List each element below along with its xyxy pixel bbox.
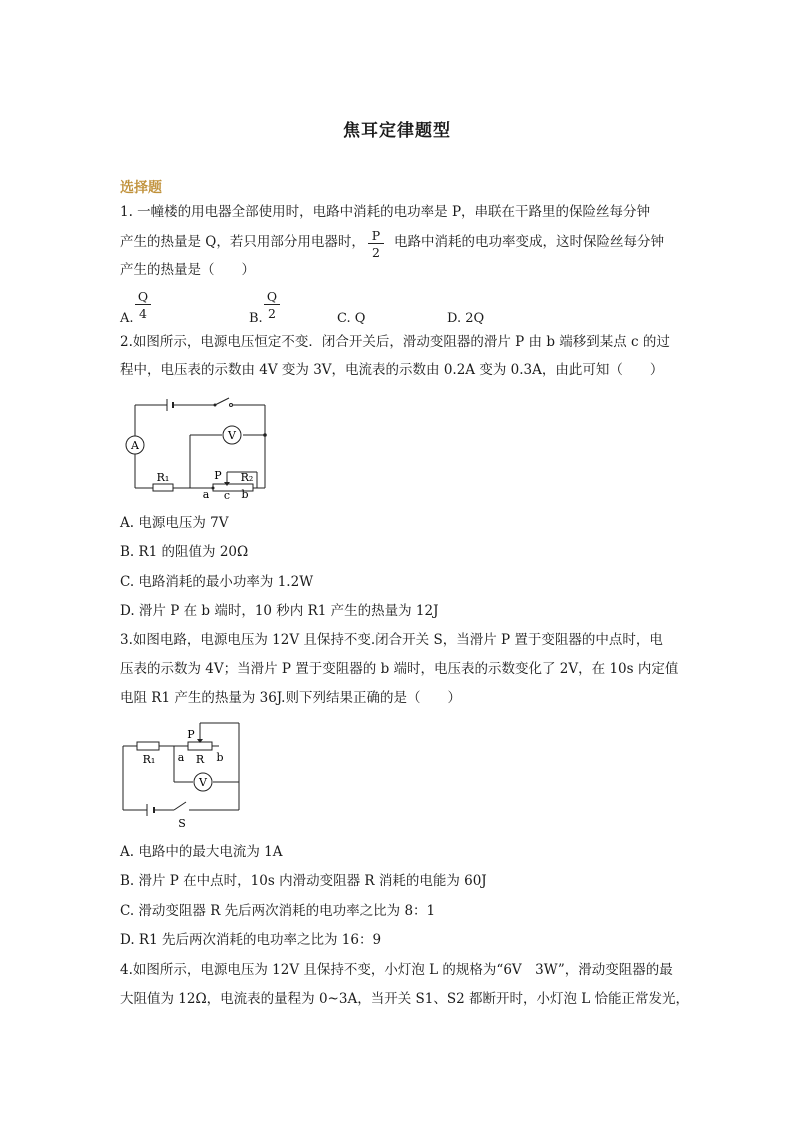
q2-line-2: 程中，电压表的示数由 4V 变为 3V，电流表的示数由 0.2A 变为 0.3A，由此可知（ ） <box>120 362 664 378</box>
voltmeter-label: V <box>199 776 207 789</box>
fraction-bar <box>264 304 280 305</box>
fraction-numerator: Q <box>266 289 278 304</box>
switch-s-label: S <box>178 817 186 830</box>
q3-option-d: D. R1 先后两次消耗的电功率之比为 16：9 <box>120 932 382 948</box>
terminal-a-dot <box>212 487 215 490</box>
rheostat-r-label: R <box>195 753 205 766</box>
q3-option-c: C. 滑动变阻器 R 先后两次消耗的电功率之比为 8：1 <box>120 903 436 919</box>
junction-dot <box>263 433 267 437</box>
q1-line-2b: 电路中消耗的电功率变成，这时保险丝每分钟 <box>394 234 664 250</box>
r1-label: R₁ <box>156 471 170 484</box>
terminal-c-label: c <box>223 489 231 502</box>
q2-option-b: B. R1 的阻值为 20Ω <box>120 544 249 560</box>
page-title: 焦耳定律题型 <box>343 121 451 141</box>
fraction-denominator: 2 <box>268 306 276 321</box>
q1-fraction-p-over-2 <box>368 228 384 260</box>
fraction-denominator: 4 <box>139 306 147 321</box>
q1-option-b-fraction <box>264 289 280 321</box>
q2-circuit-diagram <box>115 392 285 502</box>
switch-pivot <box>214 404 217 407</box>
q3-option-a: A. 电路中的最大电流为 1A <box>120 844 283 860</box>
voltmeter-label: V <box>228 429 236 442</box>
q1-option-b-label: B. <box>249 311 263 326</box>
terminal-a-label: a <box>177 751 185 764</box>
fraction-numerator: P <box>371 228 381 243</box>
section-heading: 选择题 <box>120 180 162 196</box>
q3-circuit-diagram <box>115 720 250 832</box>
q1-line-1: 1. 一幢楼的用电器全部使用时，电路中消耗的电功率是 P，串联在干路里的保险丝每分钟 <box>120 204 651 220</box>
q3-line-3: 电阻 R1 产生的热量为 36J.则下列结果正确的是（ ） <box>120 690 461 706</box>
q1-line-2a: 产生的热量是 Q，若只用部分用电器时， <box>120 234 365 250</box>
q2-option-a: A. 电源电压为 7V <box>120 515 229 531</box>
terminal-b-label: b <box>241 488 249 501</box>
q3-line-1: 3.如图电路，电源电压为 12V 且保持不变.闭合开关 S，当滑片 P 置于变阻器的中点时，电 <box>120 632 663 648</box>
q2-option-d: D. 滑片 P 在 b 端时，10 秒内 R1 产生的热量为 12J <box>120 603 439 619</box>
fraction-bar <box>135 304 151 305</box>
q1-option-d: D. 2Q <box>447 311 485 326</box>
r1-label: R₁ <box>142 753 156 766</box>
switch-contact <box>230 404 233 407</box>
slider-p-label: P <box>214 469 222 482</box>
fraction-numerator: Q <box>137 289 149 304</box>
slider-p-label: P <box>187 728 195 741</box>
terminal-b-label: b <box>216 751 224 764</box>
q1-option-a-fraction <box>135 289 151 321</box>
q2-option-c: C. 电路消耗的最小功率为 1.2W <box>120 574 314 590</box>
q1-line-3: 产生的热量是（ ） <box>120 262 255 278</box>
q2-line-1: 2.如图所示，电源电压恒定不变．闭合开关后，滑动变阻器的滑片 P 由 b 端移到某点 c 的过 <box>120 334 670 350</box>
ammeter-label: A <box>131 439 139 452</box>
q3-line-2: 压表的示数为 4V；当滑片 P 置于变阻器的 b 端时，电压表的示数变化了 2V，在 10s 内定值 <box>120 661 679 677</box>
q4-line-2: 大阻值为 12Ω，电流表的量程为 0~3A，当开关 S1、S2 都断开时，小灯泡 L 恰能正常发光， <box>120 991 689 1007</box>
fraction-bar <box>368 243 384 244</box>
terminal-a-label: a <box>202 488 210 501</box>
fraction-denominator: 2 <box>372 245 380 260</box>
r2-label: R₂ <box>240 471 254 484</box>
q1-option-a-label: A. <box>120 311 134 326</box>
q4-line-1: 4.如图所示，电源电压为 12V 且保持不变，小灯泡 L 的规格为“6V 3W”，滑动变阻器的最 <box>120 962 673 978</box>
q1-option-c: C. Q <box>337 311 366 326</box>
q3-option-b: B. 滑片 P 在中点时，10s 内滑动变阻器 R 消耗的电能为 60J <box>120 873 487 889</box>
